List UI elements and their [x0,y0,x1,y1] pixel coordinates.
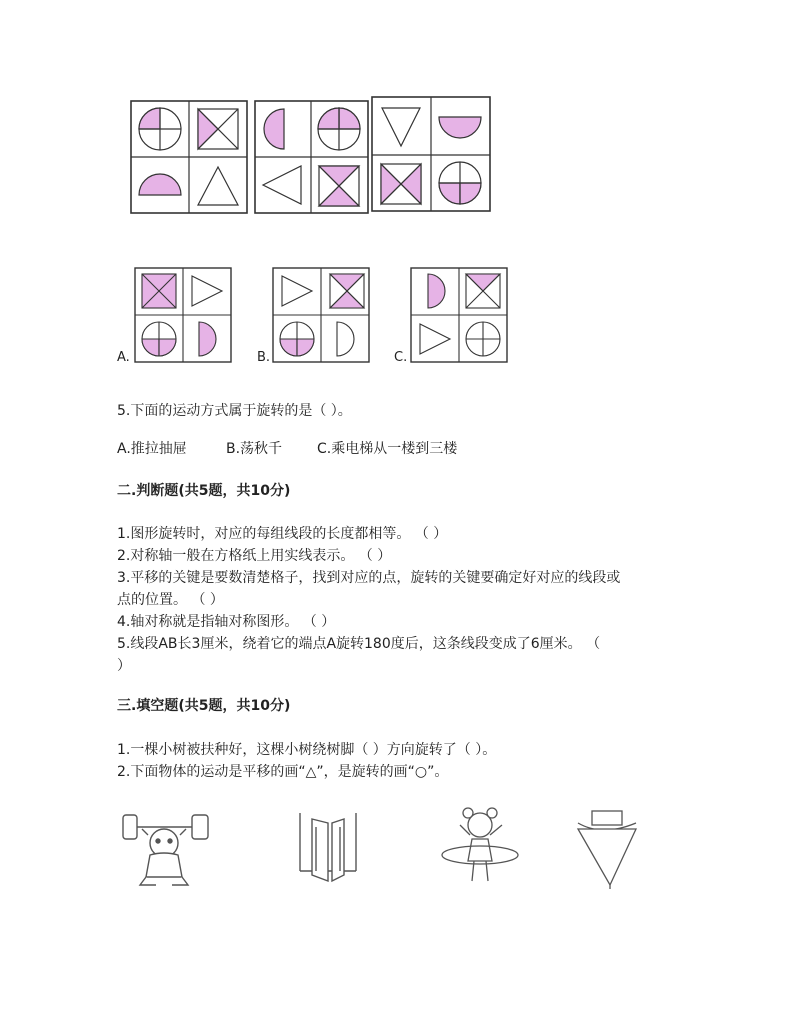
option-c-label[interactable]: C. [394,350,408,365]
fill-item-2: 2.下面物体的运动是平移的画“△”，是旋转的画“○”。 [117,764,449,780]
judge-item-3: 3.平移的关键是要数清楚格子，找到对应的点，旋转的关键要确定好对应的线段或 [117,570,621,586]
option-b-grid[interactable] [273,268,369,362]
quartered-circle-shape [139,108,181,150]
quartered-circle-shape [318,108,360,150]
sequence-grid-3 [372,97,490,211]
quartered-circle-shape [280,322,314,356]
crossed-square-shape [142,274,176,308]
option-c-grid[interactable] [411,268,507,362]
judge-item-4: 4.轴对称就是指轴对称图形。 （ ） [117,614,336,630]
weightlifter-icon [123,815,208,885]
judge-item-5-cont: ） [117,658,131,674]
section-3-heading: 三.填空题(共5题，共10分) [117,698,291,714]
option-a-grid[interactable] [135,268,231,362]
door-icon [300,813,356,881]
crossed-square-shape [319,166,359,206]
question-5-text: 5.下面的运动方式属于旋转的是（ ）。 [117,403,352,419]
option-a-label[interactable]: A. [117,350,130,365]
judge-item-2: 2.对称轴一般在方格纸上用实线表示。 （ ） [117,548,392,564]
judge-item-1: 1.图形旋转时，对应的每组线段的长度都相等。 （ ） [117,526,448,542]
quartered-circle-shape [466,322,500,356]
quartered-circle-shape [142,322,176,356]
sequence-grid-1 [131,101,247,213]
crossed-square-shape [466,274,500,308]
hula-hoop-girl-icon [442,808,518,881]
spinning-top-icon [578,811,636,889]
question-5-choice-c[interactable]: C.乘电梯从一楼到三楼 [317,441,458,457]
judge-item-5: 5.线段AB长3厘米，绕着它的端点A旋转180度后，这条线段变成了6厘米。 （ [117,636,601,652]
quartered-circle-shape [439,162,481,204]
fill-item-1: 1.一棵小树被扶种好，这棵小树绕树脚（ ）方向旋转了（ ）。 [117,742,497,758]
crossed-square-shape [381,164,421,204]
question-5-choice-a[interactable]: A.推拉抽屉 [117,441,187,457]
sequence-grid-2 [255,101,368,213]
crossed-square-shape [330,274,364,308]
option-b-label[interactable]: B. [257,350,271,365]
judge-item-3-cont: 点的位置。 （ ） [117,592,224,608]
question-5-choice-b[interactable]: B.荡秋千 [226,441,283,457]
motion-pictures [0,805,794,915]
crossed-square-shape [198,109,238,149]
section-2-heading: 二.判断题(共5题，共10分) [117,483,291,499]
sequence-figure [0,0,794,230]
